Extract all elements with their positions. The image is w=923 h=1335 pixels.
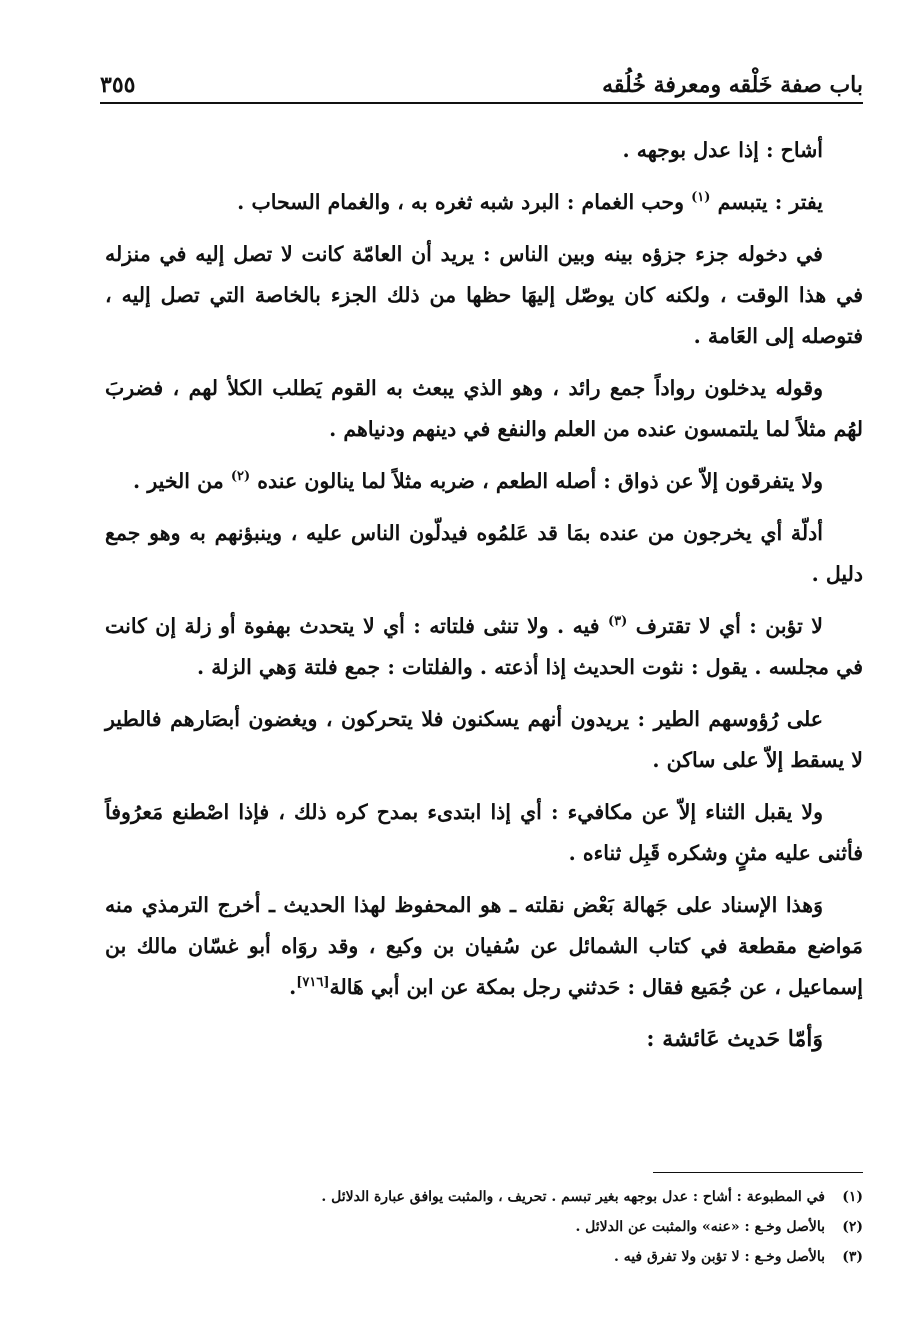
footnote-ref-2[interactable]: (٢) <box>230 469 251 485</box>
footnote-ref-1[interactable]: (١) <box>691 190 711 206</box>
paragraph-7: لا تؤبن : أي لا تقترف $^{(٣)}$ فيه . ولا تنثى فلتاته : أي لا يتحدث بهفوة أو زلة إن كانت في مجلسه . يقول : نثوت الحديث إذا أذعته . والفلتات : جمع فلتة وَهي الزلة . <box>105 614 863 679</box>
running-header <box>100 58 863 98</box>
paragraph-2: يفتر : يتبسم $^{(١)}$ وحب الغمام : البرد شبه ثغره به ، والغمام السحاب . <box>237 190 823 214</box>
paragraph-8: على رُؤوسهم الطير : يريدون أنهم يسكنون فلا يتحركون ، ويغضون أبصَارهم فالطير لا يسقط إلاّ على ساكن . <box>105 707 863 772</box>
header-rule <box>100 102 863 104</box>
paragraph-6: أدلّة أي يخرجون من عنده بمَا قد عَلمُوه فيدلّون الناس عليه ، وينبؤنهم به وهو جمع دليل . <box>105 521 863 586</box>
paragraph-9: ولا يقبل الثناء إلاّ عن مكافيء : أي إذا ابتدىء بمدح كره ذلك ، فإذا اصْطنع مَعرُوفاً فأثنى عليه مثنٍ وشكره قَبِل ثناءه . <box>105 800 863 865</box>
footnote-text: في المطبوعة : أشاح : عدل بوجهه بغير تبسم . تحريف ، والمثبت يوافق عبارة الدلائل . <box>321 1189 825 1205</box>
main-text <box>105 130 863 1071</box>
footnote-number: (٣) <box>842 1249 863 1265</box>
page-number: ٣٥٥ <box>100 72 136 98</box>
paragraph-5: ولا يتفرقون إلاّ عن ذواق : أصله الطعم ، ضربه مثلاً لما ينالون عنده $^{(٢)}$ من الخير . <box>133 469 823 493</box>
section-heading: وَأمّا حَديث عَائشة : <box>646 1026 823 1052</box>
footnote-2 <box>105 1212 863 1242</box>
paragraph-4: وقوله يدخلون رواداً جمع رائد ، وهو الذي يبعث به القوم يَطلب الكلأ لهم ، فضربَ لهُم مثلاً لما يلتمسون عنده من العلم والنفع في دينهم ودنياهم . <box>105 376 863 441</box>
paragraph-10: وَهذا الإسناد على جَهالة بَعْض نقلته ـ هو المحفوظ لهذا الحديث ـ أخرج الترمذي منه مَواضع مقطعة في كتاب الشمائل عن سُفيان بن وكيع ، وقد روَاه أبو غسّان مالك بن إسماعيل ، عن جُمَيع فقال : حَدثني رجل بمكة عن ابن أبي هَالة[٧١٦]. <box>105 893 863 999</box>
footnote-separator <box>653 1172 863 1173</box>
footnotes <box>105 1182 863 1272</box>
footnote-ref-3[interactable]: (٣) <box>607 614 628 630</box>
footnote-number: (٢) <box>842 1219 863 1235</box>
footnote-3 <box>105 1242 863 1272</box>
footnote-1 <box>105 1182 863 1212</box>
header-title: باب صفة خَلْقه ومعرفة خُلُقه <box>602 72 863 98</box>
paragraph-1: أشاح : إذا عدل بوجهه . <box>622 138 823 162</box>
hadith-number: [٧١٦] <box>296 975 330 991</box>
paragraph-3: في دخوله جزء جزؤه بينه وبين الناس : يريد أن العامّة كانت لا تصل إليه في منزله في هذا الوقت ، ولكنه كان يوصّل إليهَا حظها من ذلك الجزء بالخاصة التي تصل إليه ، فتوصله إلى العَامة . <box>105 242 863 348</box>
footnote-text: بالأصل وخـع : «عنه» والمثبت عن الدلائل . <box>575 1219 825 1235</box>
footnote-number: (١) <box>842 1189 863 1205</box>
footnote-text: بالأصل وخـع : لا تؤبن ولا تفرق فيه . <box>613 1249 825 1265</box>
